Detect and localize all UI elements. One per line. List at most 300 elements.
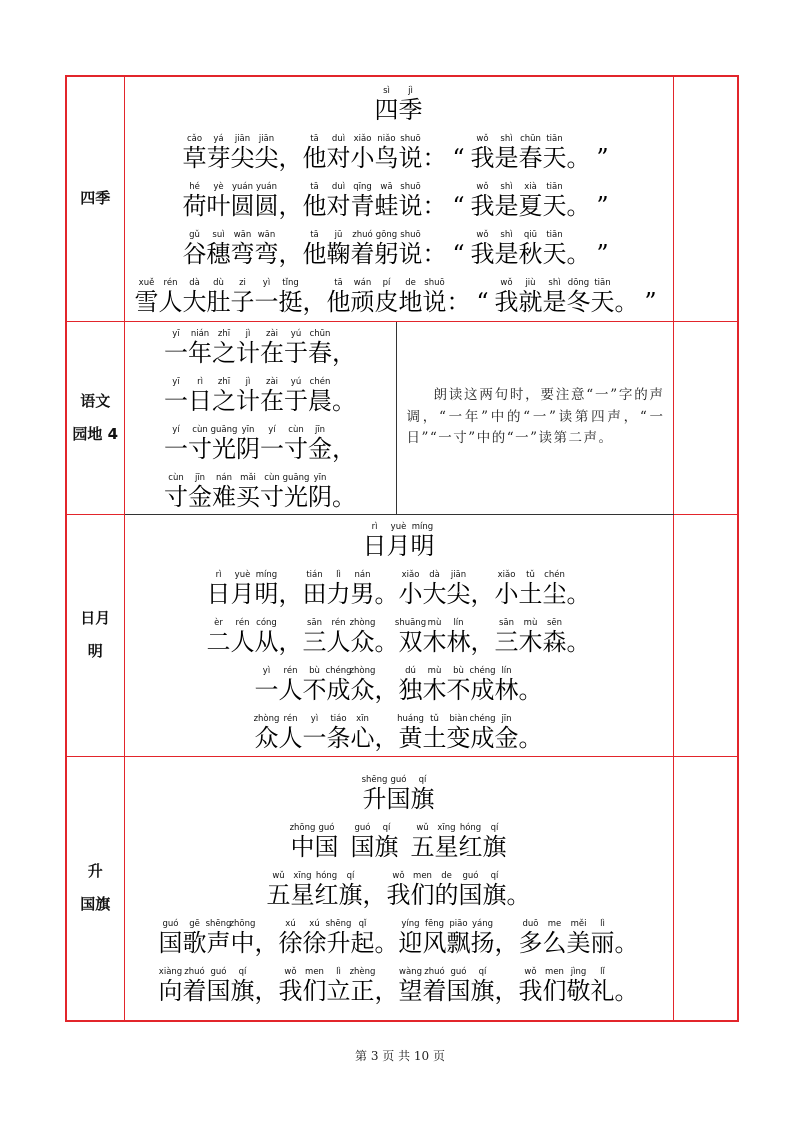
punctuation: ， [332,434,356,463]
char-cell [447,175,471,223]
punctuation: ， [278,239,303,268]
punctuation: ， [254,929,279,958]
pinyin: lín [501,666,512,676]
char-cell [399,223,423,271]
char-cell [567,960,591,1008]
punctuation: ， [278,143,303,172]
char-cell [495,659,519,707]
pinyin: wǒ [476,229,489,240]
char-cell [543,175,567,223]
pinyin: dà [429,570,440,580]
hanzi: 旗 [374,833,399,862]
char-cell [495,223,519,271]
empty-side-cell [673,756,738,1021]
hanzi: 变 [446,724,471,752]
char-cell [399,659,423,707]
char-cell [279,659,303,707]
hanzi: 迎 [398,929,423,958]
hanzi: 蛙 [374,191,399,220]
empty-side-cell [673,321,738,514]
char-cell [471,175,495,223]
punctuation: “ [476,287,489,316]
pinyin: cǎo [186,133,203,144]
hanzi: 旗 [338,881,363,910]
char-cell [255,707,279,755]
pinyin: yá [213,133,224,144]
hanzi: 皮 [374,287,399,316]
char-cell [639,271,663,319]
pinyin: hóng [315,871,338,882]
text-line [125,816,673,864]
hanzi: 在 [260,386,284,415]
hanzi: 日 [206,580,231,608]
hanzi: 我 [494,287,519,316]
hanzi: 我 [518,977,543,1006]
pinyin: pí [382,277,391,288]
pinyin: tiān [546,133,563,144]
hanzi: 明 [410,532,435,560]
hanzi: 小 [398,580,423,608]
hanzi: 芽 [206,143,231,172]
pinyin: xīng [293,871,312,882]
pinyin: de [441,871,452,882]
hanzi: 中 [290,833,315,862]
pinyin: nián [190,328,210,339]
pinyin: qí [346,871,355,882]
char-cell [279,707,303,755]
char-cell [495,127,519,175]
char-cell [339,864,363,912]
pinyin: qǐ [358,919,367,930]
pinyin: mù [427,618,442,628]
pinyin: tā [310,181,319,192]
hanzi: 旗 [410,785,435,814]
punctuation: ， [254,977,279,1006]
hanzi: 正 [350,977,375,1006]
hanzi: 金 [308,434,332,463]
char-cell [327,912,351,960]
char-cell [495,175,519,223]
poem-column [125,322,396,514]
hanzi: 说 [398,239,423,268]
pinyin: bù [453,666,464,676]
char-cell [231,611,255,659]
punctuation: ， [494,929,519,958]
char-cell [207,960,231,1008]
pinyin: chūn [309,328,331,339]
char-cell [399,912,423,960]
char-cell [183,960,207,1008]
char-cell [207,175,231,223]
pinyin: yí [268,424,276,435]
punctuation: ， [278,628,303,656]
hanzi: 尘 [542,580,567,608]
char-cell [231,127,255,175]
text-line [125,127,673,175]
char-cell [303,611,327,659]
pinyin: shuō [424,277,445,288]
char-cell [375,707,399,755]
char-cell [212,466,236,514]
char-cell [332,418,356,466]
hanzi: 说 [422,287,447,316]
char-cell [315,864,339,912]
pinyin: xú [309,919,320,930]
punctuation: ， [302,287,327,316]
hanzi: 地 [398,287,423,316]
section-title [125,79,673,127]
char-cell [519,707,543,755]
char-cell [591,912,615,960]
hanzi: 是 [494,143,519,172]
char-cell [471,127,495,175]
char-cell [164,466,188,514]
char-cell [471,659,495,707]
section-label: 语文 [80,391,111,410]
pinyin: suì [212,229,225,240]
pinyin: nán [216,472,232,483]
text-line [125,223,673,271]
hanzi: 天 [542,239,567,268]
section-label: 日月 [80,609,111,627]
char-cell [164,322,188,370]
hanzi: 田 [302,580,327,608]
pinyin: yì [310,714,319,724]
pinyin: guāng [282,472,310,483]
hanzi: 成 [470,724,495,752]
hanzi: 林 [446,628,471,656]
pinyin: mù [427,666,442,676]
char-cell [332,370,356,418]
hanzi: 草 [182,143,207,172]
char-cell [291,864,315,912]
char-cell [447,912,471,960]
pinyin: hé [189,181,200,192]
char-cell [327,563,351,611]
table-row-yuwen-yuandi [66,321,738,514]
char-cell [471,271,495,319]
pinyin: men [545,967,564,978]
char-cell [471,563,495,611]
punctuation: ” [644,287,657,316]
hanzi: 是 [494,191,519,220]
hanzi: 木 [518,628,543,656]
hanzi: 买 [236,482,260,511]
hanzi: 一 [254,676,279,704]
char-cell [483,864,507,912]
char-cell [519,223,543,271]
hanzi: 月 [230,580,255,608]
hanzi: 着 [422,977,447,1006]
char-cell [447,223,471,271]
char-cell [567,271,591,319]
hanzi: 丽 [590,929,615,958]
hanzi: 扬 [470,929,495,958]
char-cell [327,127,351,175]
char-cell [332,322,356,370]
hanzi: 飘 [446,929,471,958]
char-cell [327,175,351,223]
table-row-ri-yue-ming [66,514,738,756]
char-cell [495,271,519,319]
char-cell [615,912,639,960]
pinyin: guó [450,967,467,978]
char-cell [308,466,332,514]
char-cell [387,768,411,816]
pinyin: tā [334,277,343,288]
section-label: 升 [87,862,103,881]
hanzi: 条 [326,724,351,752]
char-cell [236,418,260,466]
section-title [125,515,673,563]
pinyin: jīn [314,424,326,435]
pinyin: cùn [264,472,280,483]
hanzi: 男 [350,580,375,608]
hanzi: 春 [518,143,543,172]
text-line [164,466,356,514]
pinyin: zhī [217,328,231,339]
pinyin: mù [523,618,538,628]
char-cell [423,707,447,755]
empty-side-cell [673,514,738,756]
char-cell [543,563,567,611]
pinyin: sān [306,618,323,628]
hanzi: 大 [422,580,447,608]
pinyin: shuō [400,181,421,192]
pinyin: míng [255,570,278,580]
hanzi: 人 [158,287,183,316]
pinyin: shuō [400,133,421,144]
char-cell [207,611,231,659]
hanzi: 三 [494,628,519,656]
pinyin: tā [310,229,319,240]
char-cell [543,223,567,271]
char-cell [399,960,423,1008]
punctuation: ” [596,191,609,220]
pinyin: jū [334,229,343,240]
pinyin: qiū [523,229,538,240]
pinyin: yuán [231,181,254,192]
char-cell [411,816,435,864]
hanzi: 寸 [164,482,188,511]
pinyin: guó [354,823,371,834]
char-cell [399,79,423,127]
hanzi: 阴 [308,482,332,511]
char-cell [399,707,423,755]
hanzi: 木 [422,628,447,656]
pinyin: chūn [520,133,541,144]
punctuation: 。 [566,580,591,608]
pinyin: zhòng [349,618,376,628]
hanzi: 躬 [374,239,399,268]
char-cell [327,223,351,271]
hanzi: 众 [254,724,279,752]
char-cell [183,127,207,175]
char-cell [279,127,303,175]
hanzi: 国 [158,929,183,958]
pinyin: chén [309,376,331,387]
pinyin: cùn [168,472,184,483]
char-cell [308,322,332,370]
pinyin: niǎo [377,133,396,144]
punctuation: ， [278,580,303,608]
pinyin: gē [189,919,200,930]
char-cell [543,960,567,1008]
pinyin: zhuó [352,229,373,240]
hanzi: 不 [302,676,327,704]
hanzi: 雪 [134,287,159,316]
char-cell [279,912,303,960]
text-line [125,659,673,707]
pinyin: rén [235,618,250,628]
split-content [125,322,673,514]
note-column [396,322,673,514]
pinyin: tā [310,133,319,144]
hanzi: 一 [164,386,188,415]
char-cell [447,563,471,611]
pinyin: dà [189,277,200,288]
char-cell [212,418,236,466]
char-cell [351,611,375,659]
punctuation: ： [446,287,471,316]
hanzi: 起 [350,929,375,958]
char-cell [279,563,303,611]
char-cell [231,912,255,960]
char-cell [159,960,183,1008]
punctuation: ， [470,580,495,608]
char-cell [284,322,308,370]
hanzi: 成 [470,676,495,704]
pinyin: zhī [217,376,231,387]
hanzi: 子 [230,287,255,316]
hanzi: 他 [302,239,327,268]
char-cell [255,563,279,611]
pinyin: shēng [205,919,232,930]
pinyin: zài [265,376,279,387]
pinyin: duì [331,181,346,192]
char-cell [375,271,399,319]
char-cell [447,127,471,175]
hanzi: 肚 [206,287,231,316]
pinyin: jīn [501,714,512,724]
punctuation: 。 [506,881,531,910]
char-cell [231,175,255,223]
char-cell [387,864,411,912]
pinyin: míng [411,522,434,532]
char-cell [351,175,375,223]
hanzi: 天 [542,143,567,172]
char-cell [255,223,279,271]
char-cell [351,659,375,707]
char-cell [279,223,303,271]
hanzi: 秋 [518,239,543,268]
char-cell [327,960,351,1008]
hanzi: 一 [164,338,188,367]
hanzi: 天 [542,191,567,220]
pinyin: xiǎo [401,570,420,580]
hanzi: 不 [446,676,471,704]
hanzi: 计 [236,338,260,367]
pinyin: zhōng [289,823,316,834]
char-cell [183,271,207,319]
char-cell [339,816,351,864]
hanzi: 四 [374,95,399,124]
char-cell [351,271,375,319]
char-cell [303,707,327,755]
hanzi: 叶 [206,191,231,220]
char-cell [567,611,591,659]
char-cell [423,175,447,223]
char-cell [411,515,435,563]
pinyin: dú [405,666,416,676]
char-cell [303,563,327,611]
char-cell [615,960,639,1008]
lesson-sheet [65,75,737,1020]
char-cell [255,659,279,707]
char-cell [164,370,188,418]
hanzi: 金 [188,482,212,511]
pinyin: jiān [450,570,467,580]
punctuation: ” [596,239,609,268]
hanzi: 大 [182,287,207,316]
hanzi: 难 [212,482,236,511]
hanzi: 冬 [566,287,591,316]
char-cell [351,563,375,611]
char-cell [411,768,435,816]
hanzi: 从 [254,628,279,656]
pinyin: měi [570,919,587,930]
pinyin: jiān [234,133,251,144]
hanzi: 一 [302,724,327,752]
pinyin: mǎi [240,472,256,483]
pinyin: rì [197,376,203,387]
pinyin: shì [500,181,513,192]
hanzi: 们 [542,977,567,1006]
pinyin: rén [163,277,178,288]
pinyin: fēng [424,919,445,930]
hanzi: 尖 [230,143,255,172]
pinyin: chéng [469,714,496,724]
pinyin: sēn [546,618,563,628]
hanzi: 人 [230,628,255,656]
char-cell [327,611,351,659]
pinyin: guó [162,919,179,930]
char-cell [459,864,483,912]
hanzi: 中 [230,929,255,958]
char-cell [183,223,207,271]
pinyin: bù [309,666,320,676]
char-cell [255,175,279,223]
char-cell [591,127,615,175]
char-cell [207,271,231,319]
pinyin: zhuó [184,967,205,978]
hanzi: 小 [494,580,519,608]
pinyin: zi [239,277,246,288]
hanzi: 成 [326,676,351,704]
pinyin: qí [418,775,427,786]
char-cell [260,418,284,466]
hanzi: 弯 [230,239,255,268]
char-cell [567,223,591,271]
pinyin: jīn [194,472,206,483]
hanzi: 青 [350,191,375,220]
char-cell [267,864,291,912]
hanzi: 光 [212,434,236,463]
hanzi: 人 [326,628,351,656]
char-cell [303,960,327,1008]
empty-side-cell [673,76,738,321]
pinyin: dōng [567,277,590,288]
